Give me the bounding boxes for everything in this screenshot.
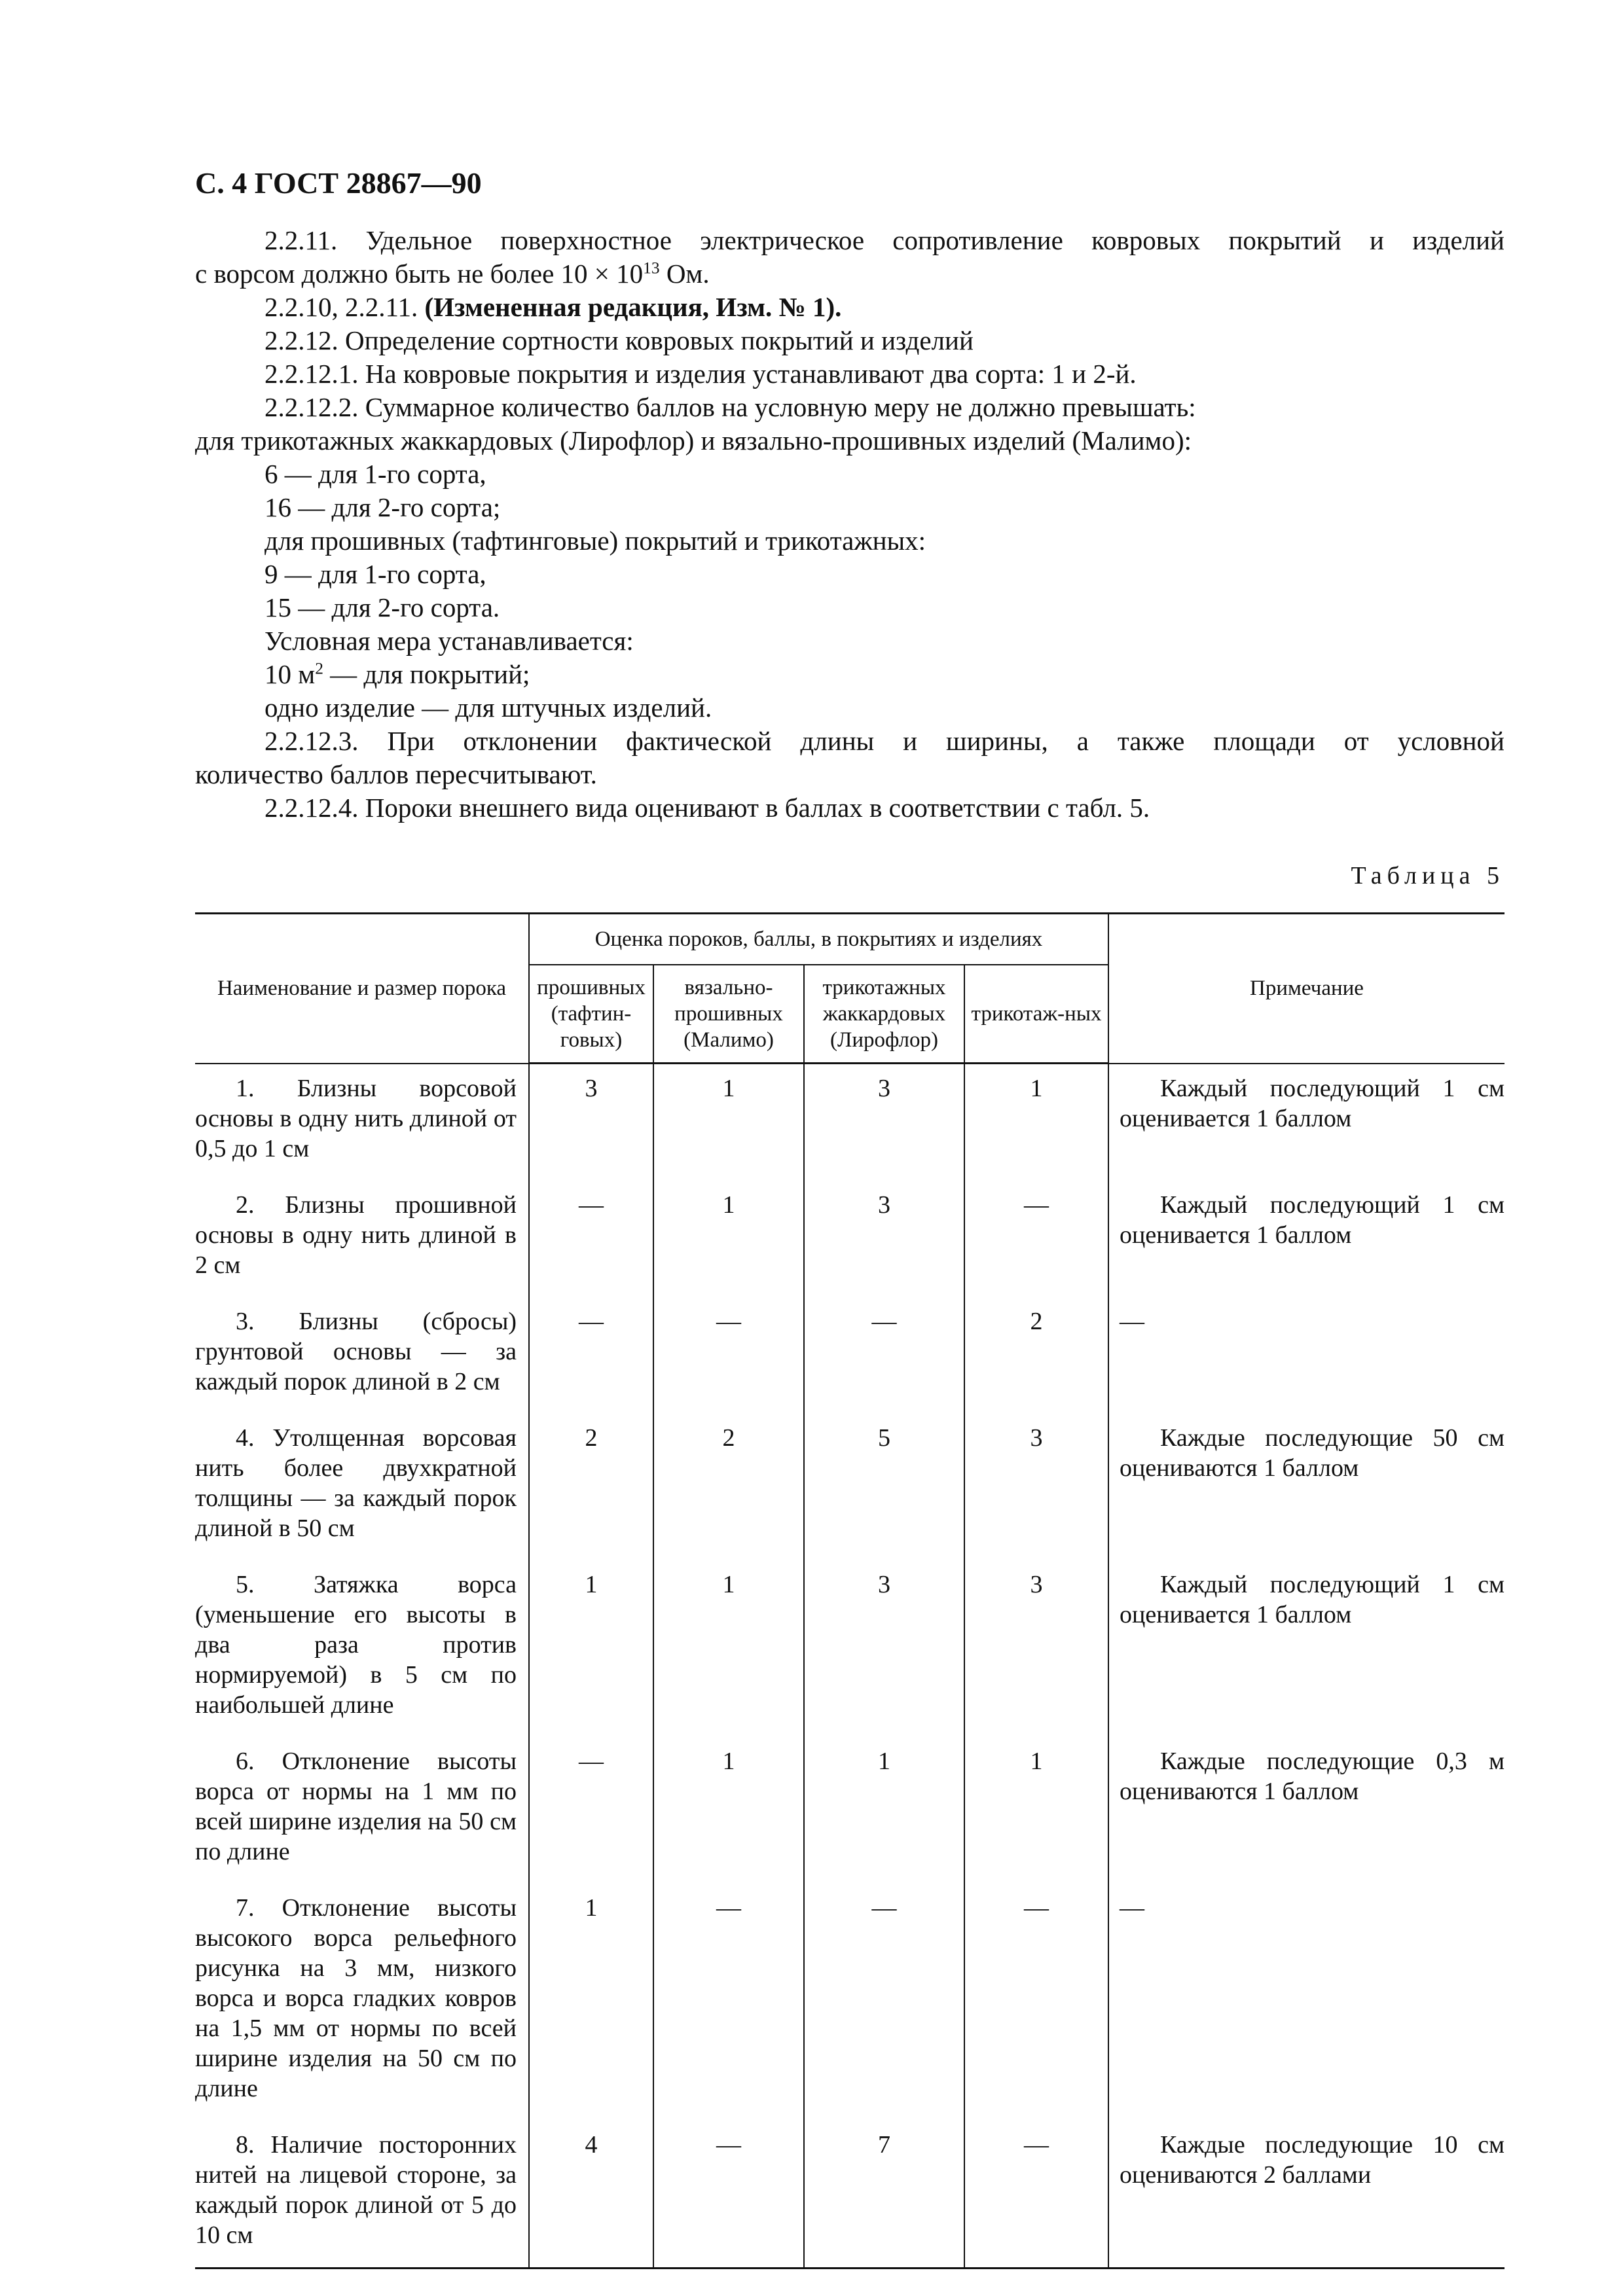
- paragraph-2-2-12-4: 2.2.12.4. Пороки внешнего вида оценивают в баллах в соответствии с табл. 5.: [264, 793, 1150, 823]
- note-cell-text: Каждые последующие 0,3 м оцениваются 1 баллом: [1120, 1747, 1504, 1805]
- paragraph-measure: Условная мера устанавливается:: [264, 626, 634, 656]
- score-malimo-cell-text: 1: [722, 1191, 735, 1219]
- defect-name-cell-text: 5. Затяжка ворса (уменьшение его высоты в два раза против нормируемой) в 5 см по наибольшей длине: [195, 1570, 517, 1719]
- paragraph-2-2-12: 2.2.12. Определение сортности ковровых покрытий и изделий: [264, 325, 974, 355]
- score-knitted-cell-text: —: [1024, 1893, 1049, 1922]
- score-lyroflor-cell: [804, 1884, 964, 2121]
- list-item: одно изделие — для штучных изделий.: [264, 692, 712, 723]
- score-knitted-cell: [964, 1560, 1108, 1737]
- score-knitted-cell: [964, 1181, 1108, 1297]
- list-item: 9 — для 1-го сорта,: [264, 559, 486, 589]
- score-knitted-cell-text: —: [1024, 1191, 1049, 1219]
- score-knitted-cell-text: —: [1024, 2130, 1049, 2159]
- score-tufted-cell: [529, 1737, 653, 1884]
- score-knitted-cell: [964, 1737, 1108, 1884]
- note-cell: [1108, 1181, 1504, 1297]
- score-malimo-cell-text: —: [716, 2130, 741, 2159]
- column-header-knitted: трикотаж-ных: [964, 965, 1108, 1064]
- paragraph-2-2-11: [195, 224, 1504, 257]
- defect-name-cell-text: 3. Близны (сбросы) грунтовой основы — за каждый порок длиной в 2 см: [195, 1307, 517, 1395]
- score-tufted-cell-text: 2: [585, 1424, 598, 1452]
- score-knitted-cell: [964, 1414, 1108, 1560]
- paragraph-list-intro-2: для прошивных (тафтинговые) покрытий и трикотажных:: [264, 526, 926, 556]
- column-group-header: Оценка пороков, баллы, в покрытиях и изделиях: [529, 914, 1108, 965]
- score-tufted-cell-text: —: [579, 1747, 604, 1775]
- score-tufted-cell: [529, 1064, 653, 1181]
- score-lyroflor-cell: [804, 1414, 964, 1560]
- defect-name-cell: [195, 1414, 529, 1560]
- score-lyroflor-cell-text: 3: [878, 1191, 890, 1219]
- score-malimo-cell-text: 1: [722, 1075, 735, 1102]
- document-body: [195, 224, 1504, 825]
- table-row: [195, 1181, 1504, 1297]
- score-tufted-cell: [529, 1884, 653, 2121]
- score-malimo-cell: [653, 1884, 804, 2121]
- score-knitted-cell-text: 1: [1030, 1075, 1043, 1102]
- table-row: [195, 2121, 1504, 2269]
- table-body: [195, 1064, 1504, 2269]
- document-page: [195, 164, 1504, 2269]
- column-header-note: Примечание: [1108, 914, 1504, 1064]
- score-knitted-cell: [964, 1064, 1108, 1181]
- note-cell-text: Каждый последующий 1 см оценивается 1 баллом: [1120, 1570, 1504, 1628]
- defect-name-cell-text: 6. Отклонение высоты ворса от нормы на 1 мм по всей ширине изделия на 50 см по длине: [195, 1747, 517, 1865]
- score-lyroflor-cell-text: —: [871, 1307, 897, 1335]
- score-tufted-cell: [529, 1181, 653, 1297]
- score-lyroflor-cell: [804, 1737, 964, 1884]
- score-tufted-cell-text: —: [579, 1307, 604, 1335]
- paragraph-text: 2.2.10, 2.2.11.: [264, 292, 425, 322]
- score-tufted-cell-text: —: [579, 1191, 604, 1219]
- defect-name-cell-text: 1. Близны ворсовой основы в одну нить длиной от 0,5 до 1 см: [195, 1074, 517, 1162]
- paragraph-amendment: [195, 291, 1504, 324]
- column-header-malimo: вязально-прошивных (Малимо): [653, 965, 804, 1064]
- column-header-name: Наименование и размер порока: [195, 914, 529, 1064]
- score-tufted-cell: [529, 1297, 653, 1414]
- paragraph-2-2-11-cont: [195, 257, 1504, 291]
- score-lyroflor-cell-text: 3: [878, 1570, 890, 1598]
- table-row: [195, 1737, 1504, 1884]
- score-lyroflor-cell-text: 1: [878, 1747, 890, 1775]
- note-cell-text: Каждый последующий 1 см оценивается 1 баллом: [1120, 1191, 1504, 1249]
- score-knitted-cell-text: 3: [1030, 1424, 1043, 1452]
- defect-name-cell: [195, 1560, 529, 1737]
- table-row: [195, 1884, 1504, 2121]
- list-item: 16 — для 2-го сорта;: [264, 492, 501, 522]
- score-lyroflor-cell: [804, 1064, 964, 1181]
- score-knitted-cell-text: 1: [1030, 1747, 1043, 1775]
- defect-name-cell: [195, 1064, 529, 1181]
- note-cell-text: Каждые последующие 50 см оцениваются 1 баллом: [1120, 1424, 1504, 1482]
- score-tufted-cell-text: 1: [585, 1893, 598, 1922]
- note-cell: [1108, 1414, 1504, 1560]
- note-cell: [1108, 1560, 1504, 1737]
- score-lyroflor-cell: [804, 1181, 964, 1297]
- score-malimo-cell-text: 2: [722, 1424, 735, 1452]
- table-row: [195, 1560, 1504, 1737]
- score-lyroflor-cell: [804, 2121, 964, 2269]
- score-lyroflor-cell-text: 5: [878, 1424, 890, 1452]
- score-malimo-cell: [653, 1414, 804, 1560]
- defect-name-cell: [195, 1297, 529, 1414]
- score-malimo-cell-text: 1: [722, 1747, 735, 1775]
- defect-name-cell-text: 4. Утолщенная ворсовая нить более двухкратной толщины — за каждый порок длиной в 50 см: [195, 1424, 517, 1542]
- defects-table: [195, 912, 1504, 2269]
- superscript: 13: [643, 259, 660, 278]
- score-malimo-cell: [653, 1297, 804, 1414]
- score-tufted-cell: [529, 1560, 653, 1737]
- page-header: С. 4 ГОСТ 28867—90: [195, 166, 482, 200]
- superscript: 2: [315, 659, 323, 678]
- score-knitted-cell-text: 2: [1030, 1307, 1043, 1335]
- paragraph-text: с ворсом должно быть не более 10 × 10: [195, 259, 644, 289]
- note-cell: [1108, 2121, 1504, 2269]
- note-cell-text: Каждый последующий 1 см оценивается 1 баллом: [1120, 1074, 1504, 1132]
- note-cell: [1108, 1297, 1504, 1414]
- defect-name-cell-text: 8. Наличие посторонних нитей на лицевой стороне, за каждый порок длиной от 5 до 10 см: [195, 2130, 517, 2249]
- score-knitted-cell: [964, 2121, 1108, 2269]
- note-cell-text: —: [1120, 1307, 1144, 1335]
- list-item: 15 — для 2-го сорта.: [264, 592, 500, 622]
- list-item: 6 — для 1-го сорта,: [264, 459, 486, 489]
- table-row: [195, 1064, 1504, 1181]
- paragraph-text: Ом.: [659, 259, 710, 289]
- note-cell: [1108, 1737, 1504, 1884]
- score-lyroflor-cell: [804, 1560, 964, 1737]
- score-malimo-cell: [653, 2121, 804, 2269]
- defect-name-cell-text: 2. Близны прошивной основы в одну нить длиной в 2 см: [195, 1191, 517, 1279]
- defect-name-cell-text: 7. Отклонение высоты высокого ворса рельефного рисунка на 3 мм, низкого ворса и ворса гладких ковров на 1,5 мм от нормы по всей ширине изделия на 50 см по длине: [195, 1893, 517, 2102]
- score-knitted-cell: [964, 1884, 1108, 2121]
- score-tufted-cell-text: 1: [585, 1570, 598, 1598]
- paragraph-text: 2.2.11. Удельное поверхностное электрическое сопротивление ковровых покрытий и изделий: [264, 225, 1504, 255]
- score-malimo-cell: [653, 1064, 804, 1181]
- score-malimo-cell: [653, 1560, 804, 1737]
- column-header-tufted: прошивных (тафтин-говых): [529, 965, 653, 1064]
- note-cell-text: —: [1120, 1893, 1144, 1922]
- score-malimo-cell: [653, 1737, 804, 1884]
- score-tufted-cell: [529, 1414, 653, 1560]
- note-cell: [1108, 1884, 1504, 2121]
- score-malimo-cell-text: —: [716, 1307, 741, 1335]
- paragraph-text: — для покрытий;: [323, 659, 530, 689]
- score-lyroflor-cell-text: 3: [878, 1075, 890, 1102]
- paragraph-list-intro-1: для трикотажных жаккардовых (Лирофлор) и вязально-прошивных изделий (Малимо):: [195, 425, 1192, 456]
- score-malimo-cell-text: 1: [722, 1570, 735, 1598]
- score-knitted-cell: [964, 1297, 1108, 1414]
- defect-name-cell: [195, 1737, 529, 1884]
- score-tufted-cell: [529, 2121, 653, 2269]
- score-lyroflor-cell-text: 7: [878, 2130, 890, 2159]
- table-row: [195, 1297, 1504, 1414]
- paragraph-2-2-12-3-cont: количество баллов пересчитывают.: [195, 759, 597, 789]
- column-header-lyroflor: трикотажных жаккардовых (Лирофлор): [804, 965, 964, 1064]
- score-knitted-cell-text: 3: [1030, 1570, 1043, 1598]
- defect-name-cell: [195, 2121, 529, 2269]
- score-lyroflor-cell-text: —: [871, 1893, 897, 1922]
- score-tufted-cell-text: 4: [585, 2130, 598, 2159]
- score-lyroflor-cell: [804, 1297, 964, 1414]
- amendment-note: (Измененная редакция, Изм. № 1).: [424, 292, 842, 322]
- paragraph-2-2-12-1: 2.2.12.1. На ковровые покрытия и изделия устанавливают два сорта: 1 и 2-й.: [264, 359, 1137, 389]
- score-malimo-cell-text: —: [716, 1893, 741, 1922]
- note-cell: [1108, 1064, 1504, 1181]
- paragraph-text: 10 м: [264, 659, 316, 689]
- table-row: [195, 1414, 1504, 1560]
- score-tufted-cell-text: 3: [585, 1075, 598, 1102]
- table-caption: Таблица 5: [1351, 862, 1504, 889]
- note-cell-text: Каждые последующие 10 см оцениваются 2 баллами: [1120, 2130, 1504, 2189]
- score-malimo-cell: [653, 1181, 804, 1297]
- paragraph-2-2-12-2: 2.2.12.2. Суммарное количество баллов на условную меру не должно превышать:: [264, 392, 1196, 422]
- defect-name-cell: [195, 1181, 529, 1297]
- defect-name-cell: [195, 1884, 529, 2121]
- paragraph-2-2-12-3: 2.2.12.3. При отклонении фактической длины и ширины, а также площади от условной: [264, 726, 1504, 756]
- list-item: [195, 658, 1504, 691]
